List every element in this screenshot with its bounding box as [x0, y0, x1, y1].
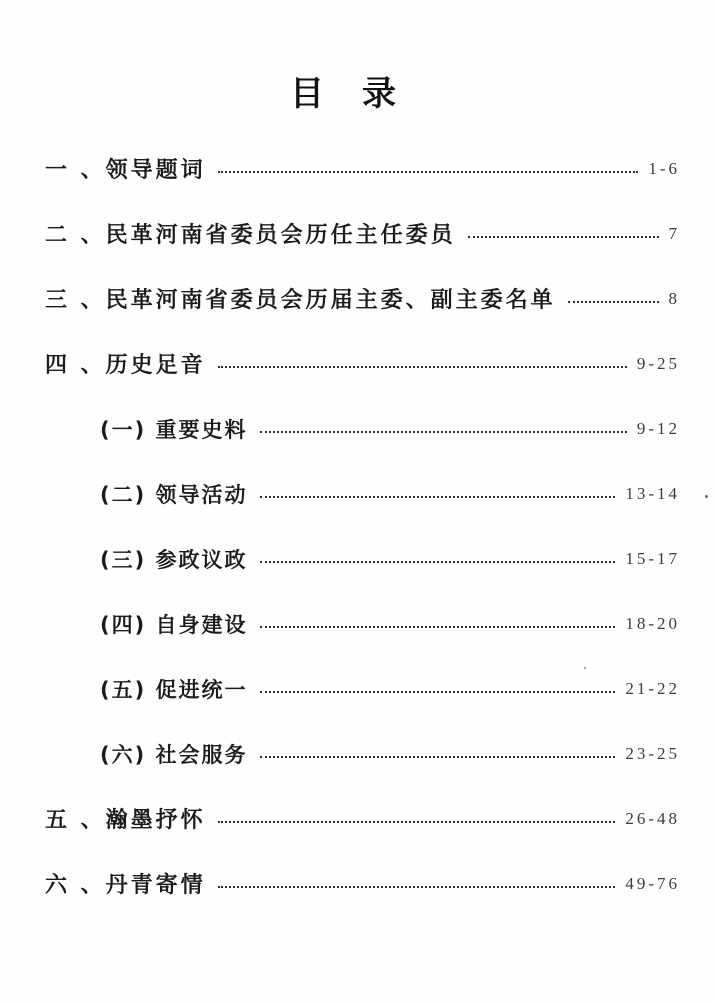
toc-entry-label: 五 、瀚墨抒怀	[45, 808, 206, 833]
toc-entry	[45, 851, 680, 916]
page-number: 18-20	[625, 613, 680, 633]
dot-leader	[260, 626, 616, 628]
page-number: 1-6	[648, 158, 680, 178]
page-number: 21-22	[625, 678, 680, 698]
dot-leader	[468, 236, 659, 238]
toc-entry	[45, 266, 680, 331]
toc-list	[45, 136, 680, 916]
toc-entry	[45, 396, 680, 461]
toc-entry-label: 三 、民革河南省委员会历届主委、副主委名单	[45, 288, 556, 313]
toc-entry	[45, 201, 680, 266]
dot-leader	[218, 366, 627, 368]
toc-entry-label: (五) 促进统一	[100, 677, 248, 702]
scan-speck	[705, 495, 708, 498]
scan-speck	[584, 667, 586, 669]
page-number: 23-25	[625, 743, 680, 763]
page-number: 7	[668, 223, 680, 243]
dot-leader	[260, 691, 616, 693]
page-number: 8	[668, 288, 680, 308]
dot-leader	[260, 756, 616, 758]
page-title: 目 录	[290, 74, 398, 114]
page-number: 49-76	[625, 873, 680, 893]
toc-entry	[45, 331, 680, 396]
toc-entry-label: 一 、领导题词	[45, 158, 206, 183]
toc-entry-label: (三) 参政议政	[100, 547, 248, 572]
toc-entry	[45, 786, 680, 851]
dot-leader	[260, 561, 616, 563]
toc-entry-label: 六 、丹青寄情	[45, 873, 206, 898]
toc-entry	[45, 656, 680, 721]
toc-entry-label: 二 、民革河南省委员会历任主任委员	[45, 223, 456, 248]
toc-entry	[45, 591, 680, 656]
page-number: 15-17	[625, 548, 680, 568]
dot-leader	[218, 171, 639, 173]
page-number: 9-25	[636, 353, 680, 373]
dot-leader	[260, 431, 627, 433]
dot-leader	[218, 886, 616, 888]
dot-leader	[568, 301, 659, 303]
toc-entry	[45, 461, 680, 526]
toc-entry	[45, 721, 680, 786]
dot-leader	[260, 496, 616, 498]
toc-entry	[45, 526, 680, 591]
toc-entry-label: (二) 领导活动	[100, 482, 248, 507]
dot-leader	[218, 821, 616, 823]
page-number: 13-14	[625, 483, 680, 503]
toc-entry-label: (六) 社会服务	[100, 742, 248, 767]
page-number: 9-12	[636, 418, 680, 438]
toc-entry-label: (一) 重要史料	[100, 417, 248, 442]
toc-entry-label: (四) 自身建设	[100, 612, 248, 637]
page-number: 26-48	[625, 808, 680, 828]
toc-entry-label: 四 、历史足音	[45, 353, 206, 378]
toc-entry	[45, 136, 680, 201]
